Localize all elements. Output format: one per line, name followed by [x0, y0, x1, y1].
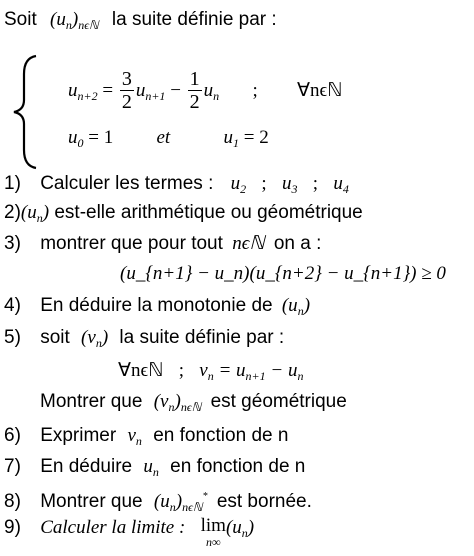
eq2-u0: $u_0$: [68, 127, 84, 150]
question-5b: Montrer que $(v_n)_{n\epsilon ℕ}$ est géométrique: [40, 391, 347, 414]
system-eq2: $u_0 = 1$ et $u_1 = 2$: [68, 127, 269, 150]
intro-rest: la suite définie par :: [111, 9, 277, 30]
question-5-formula: ∀nϵℕ ; $v_n = u_{n+1} - u_n$: [118, 360, 304, 383]
eq2-u1: $u_1$: [223, 127, 239, 150]
limit-expression: lim n∞: [200, 515, 226, 549]
eq1-forall: ∀nϵℕ: [297, 80, 343, 101]
question-4: 4) En déduire la monotonie de $(u_n)$: [4, 295, 311, 318]
eq1-semicolon: ;: [252, 80, 258, 101]
question-6: 6) Exprimer $v_n$ en fonction de n: [4, 425, 289, 448]
system-eq1: $u_{n+2}$ = $\frac{3}{2}$ $u_{n+1}$ − $\frac{1}{2}$ $u_n$ ; ∀nϵℕ: [68, 68, 343, 114]
question-8: 8) Montrer que $(u_n)_{n\epsilon ℕ}^*$ est bornée.: [4, 491, 312, 514]
intro-seq: $(u_n)_{n\epsilon ℕ}$: [50, 9, 99, 32]
question-2: $2)(u_n)$ est-elle arithmétique ou géométrique: [4, 202, 363, 225]
frac-three-halves: $\frac{3}{2}$: [121, 68, 132, 114]
frac-one-half: $\frac{1}{2}$: [189, 68, 200, 114]
eq1-left: $u_{n+2}$: [68, 80, 98, 103]
eq1-mid: $u_{n+1}$: [135, 80, 166, 103]
question-5: 5) soit $(v_n)$ la suite définie par :: [4, 327, 285, 350]
eq2-et: et: [156, 127, 171, 148]
intro-line: [4, 8, 277, 37]
intro-prefix: Soit: [4, 9, 37, 30]
question-3-formula: (u_{n+1} − u_n)(u_{n+2} − u_{n+1}) ≥ 0: [120, 263, 446, 284]
question-9: 9) Calculer la limite : lim n∞ $(u_n)$: [4, 515, 255, 549]
question-7: 7) En déduire $u_n$ en fonction de n: [4, 456, 306, 479]
question-1: 1) Calculer les termes : $u_2$ ; $u_3$ ; $u_4$: [4, 173, 349, 196]
system-brace: [6, 52, 46, 172]
eq1-end: $u_n$: [203, 80, 220, 103]
question-3: 3) montrer que pour tout nϵℕ on a :: [4, 233, 322, 254]
